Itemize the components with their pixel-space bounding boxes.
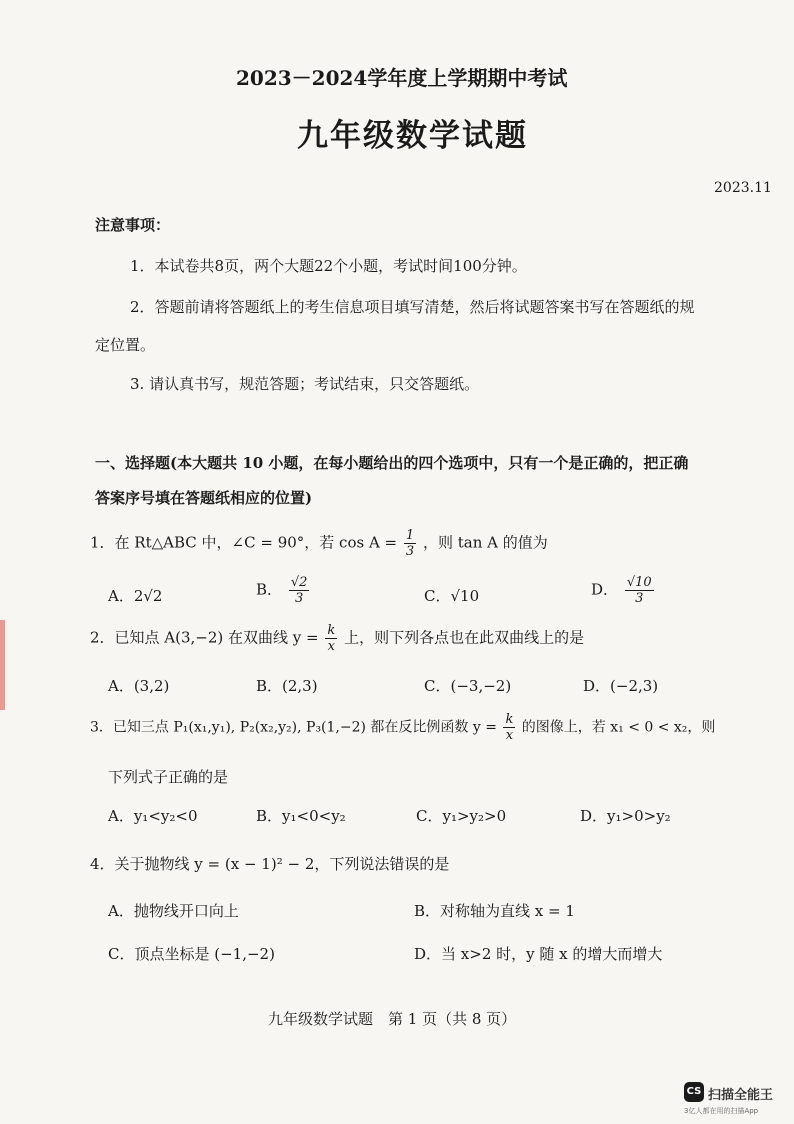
question-2-option-a: A．(3,2) xyxy=(108,677,170,695)
question-2-option-b: B．(2,3) xyxy=(256,677,318,695)
question-1-option-c: C．√10 xyxy=(424,587,480,605)
question-4-stem: 4．关于抛物线 y = (x − 1)² − 2，下列说法错误的是 xyxy=(90,855,450,873)
question-1-option-b-label: B． xyxy=(256,580,283,599)
question-3-option-d: D．y₁>0>y₂ xyxy=(580,807,671,825)
question-3-fraction-numerator: k xyxy=(505,712,514,727)
question-4-option-b: B．对称轴为直线 x = 1 xyxy=(414,902,575,920)
question-2-option-c: C．(−3,−2) xyxy=(424,677,512,695)
question-1-fraction-denominator: 3 xyxy=(405,544,415,559)
notice-title: 注意事项： xyxy=(95,216,171,234)
question-2-fraction-denominator: x xyxy=(327,639,336,654)
question-1-option-b-denominator: 3 xyxy=(294,591,304,606)
question-4-option-a: A．抛物线开口向上 xyxy=(108,902,239,920)
question-1-stem-pre: 1．在 Rt△ABC 中，∠C = 90°，若 cos A = xyxy=(90,533,398,552)
page-footer: 九年级数学试题 第 1 页（共 8 页） xyxy=(268,1010,517,1028)
notice-item-2-line-2: 定位置。 xyxy=(95,336,156,354)
notice-item-3: 3. 请认真书写，规范答题；考试结束，只交答题纸。 xyxy=(130,375,480,393)
question-4-option-c: C．顶点坐标是 (−1,−2) xyxy=(108,945,275,963)
exam-date: 2023.11 xyxy=(714,180,772,196)
question-2-fraction xyxy=(325,623,337,654)
question-1-option-a: A．2√2 xyxy=(108,587,163,605)
section-1-title-line-2: 答案序号填在答题纸相应的位置) xyxy=(95,489,313,507)
question-1-stem xyxy=(90,528,548,559)
question-1-fraction-numerator: 1 xyxy=(405,528,415,543)
question-1-option-b-numerator: √2 xyxy=(290,575,308,590)
question-2-stem-pre: 2．已知点 A(3,−2) 在双曲线 y = xyxy=(90,628,319,647)
question-3-stem xyxy=(90,712,715,743)
question-1-option-d-fraction xyxy=(625,575,654,606)
question-3-stem-post: 的图像上，若 x₁ < 0 < x₂，则 xyxy=(521,719,716,736)
question-1-fraction xyxy=(404,528,416,559)
question-1-option-d xyxy=(591,575,656,606)
scanner-watermark xyxy=(684,1082,794,1124)
notice-item-1: 1．本试卷共8页，两个大题22个小题，考试时间100分钟。 xyxy=(130,257,527,275)
question-3-fraction xyxy=(503,712,515,743)
question-1-option-d-label: D． xyxy=(591,580,619,599)
exam-term-title: 2023－2024学年度上学期期中考试 xyxy=(236,66,568,90)
question-4-option-d: D．当 x>2 时，y 随 x 的增大而增大 xyxy=(414,945,663,963)
question-3-option-a: A．y₁<y₂<0 xyxy=(108,807,198,825)
scanner-app-slogan: 3亿人都在用的扫描App xyxy=(684,1107,759,1115)
question-2-stem xyxy=(90,623,584,654)
question-2-stem-post: 上，则下列各点也在此双曲线上的是 xyxy=(344,628,585,647)
question-3-option-c: C．y₁>y₂>0 xyxy=(416,807,507,825)
section-1-title-line-1: 一、选择题(本大题共 10 小题，在每小题给出的四个选项中，只有一个是正确的，把正确 xyxy=(95,454,689,472)
scan-edge-mark xyxy=(0,620,5,710)
question-1-stem-post: ，则 tan A 的值为 xyxy=(422,533,548,552)
scanner-app-name: 扫描全能王 xyxy=(708,1088,774,1103)
question-3-option-b: B．y₁<0<y₂ xyxy=(256,807,346,825)
question-1-option-b-fraction xyxy=(289,575,310,606)
question-3-stem-pre: 3．已知三点 P₁(x₁,y₁), P₂(x₂,y₂), P₃(1,−2) 都在反比例函数 y = xyxy=(90,719,497,736)
question-2-option-d: D．(−2,3) xyxy=(583,677,659,695)
exam-subject-title: 九年级数学试题 xyxy=(297,118,528,154)
question-1-option-b xyxy=(256,575,311,606)
question-3-fraction-denominator: x xyxy=(505,728,514,743)
question-2-fraction-numerator: k xyxy=(327,623,336,638)
question-1-option-d-denominator: 3 xyxy=(635,591,644,606)
question-1-option-d-numerator: √10 xyxy=(626,575,652,590)
notice-item-2-line-1: 2．答题前请将答题纸上的考生信息项目填写清楚，然后将试题答案书写在答题纸的规 xyxy=(130,298,695,316)
scanner-logo-icon: CS xyxy=(684,1082,704,1102)
question-3-stem-line-2: 下列式子正确的是 xyxy=(108,768,229,786)
